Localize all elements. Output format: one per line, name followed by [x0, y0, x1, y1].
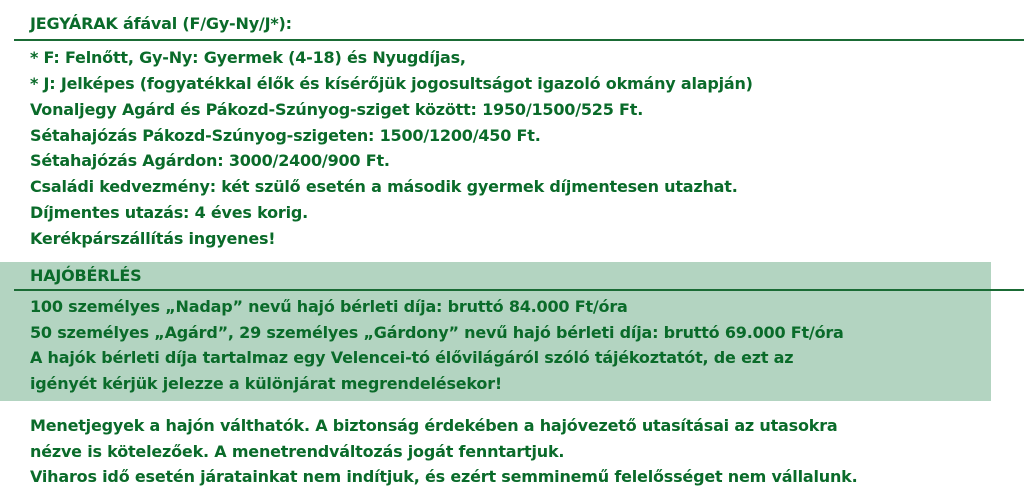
ticket-line-family-discount: Családi kedvezmény: két szülő esetén a második gyermek díjmentesen utazhat. — [30, 177, 738, 196]
notes-line-tickets: Menetjegyek a hajón válthatók. A biztonság érdekében a hajóvezető utasításai az utasokra — [30, 416, 838, 435]
ticket-line-cruise-pakozd: Sétahajózás Pákozd-Szúnyog-szigeten: 1500/1200/450 Ft. — [30, 126, 541, 145]
rental-line-agard-gardony: 50 személyes „Agárd”, 29 személyes „Gárdony” nevű hajó bérleti díja: bruttó 69.000 Ft/óra — [30, 323, 844, 342]
rental-line-nadap: 100 személyes „Nadap” nevű hajó bérleti díja: bruttó 84.000 Ft/óra — [30, 297, 628, 316]
ticket-line-free-travel: Díjmentes utazás: 4 éves korig. — [30, 203, 309, 222]
ticket-line-route: Vonaljegy Agárd és Pákozd-Szúnyog-sziget között: 1950/1500/525 Ft. — [30, 100, 644, 119]
rental-line-request: igényét kérjük jelezze a különjárat megrendelésekor! — [30, 374, 503, 393]
rental-line-info: A hajók bérleti díja tartalmaz egy Velencei-tó élővilágáról szóló tájékoztatót, de ezt az — [30, 348, 794, 367]
notes-line-mandatory: nézve is kötelezőek. A menetrendváltozás jogát fenntartjuk. — [30, 442, 565, 461]
ticket-line-cruise-agard: Sétahajózás Agárdon: 3000/2400/900 Ft. — [30, 151, 390, 170]
ticket-line-categories: * F: Felnőtt, Gy-Ny: Gyermek (4-18) és Nyugdíjas, — [30, 48, 466, 67]
rental-heading-rule — [14, 289, 1024, 291]
tickets-heading: JEGYÁRAK áfával (F/Gy-Ny/J*): — [30, 14, 292, 33]
ticket-line-bicycle: Kerékpárszállítás ingyenes! — [30, 229, 276, 248]
ticket-line-symbolic: * J: Jelképes (fogyatékkal élők és kísérőjük jogosultságot igazoló okmány alapján) — [30, 74, 753, 93]
tickets-heading-rule — [14, 39, 1024, 41]
rental-heading: HAJÓBÉRLÉS — [30, 266, 142, 285]
notes-line-storm: Viharos idő esetén járatainkat nem indítjuk, és ezért semminemű felelősséget nem vállalunk. — [30, 467, 858, 486]
